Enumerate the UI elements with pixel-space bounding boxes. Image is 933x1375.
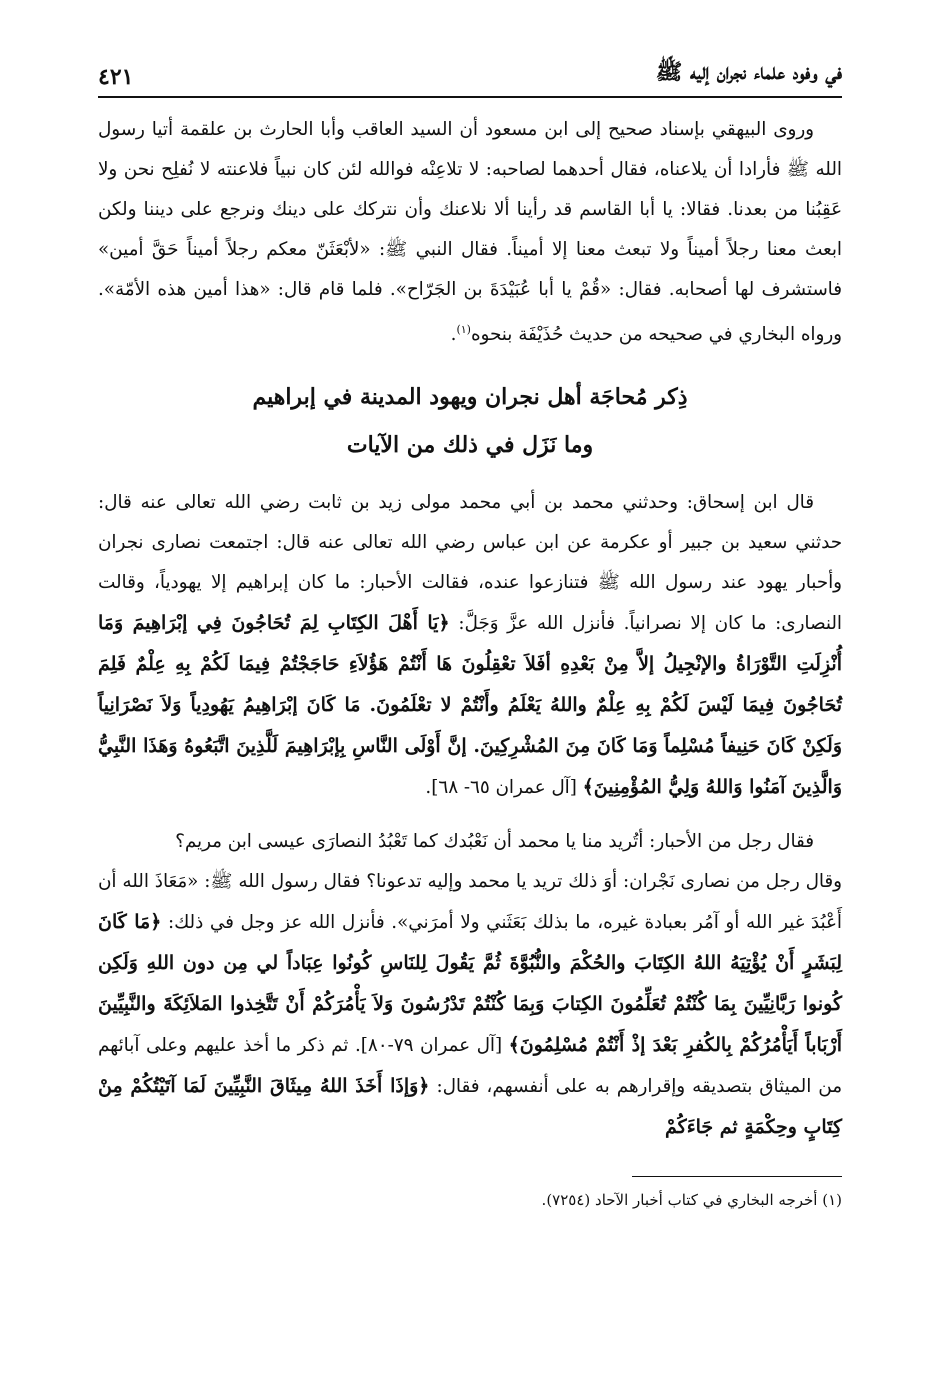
verse-citation: [آل عمران ٦٥- ٦٨]. — [425, 777, 577, 799]
section-heading — [98, 373, 842, 469]
quran-verse: ﴿وَإذَا أَخَذَ اللهُ مِيثَاقَ النَّبِيِّينَ لَمَا آتَيْتُكُمْ مِنْ كِتَابٍ وحِكْمَةٍ ثم جَاءَكُمْ — [98, 1075, 842, 1139]
quran-verse: ﴿مَا كَانَ لِبَشَرٍ أَنْ يُؤْتِيَهُ اللهُ الكِتَابَ والحُكْمَ والنُّبُوَّةَ ثُمَّ يَقُولَ لِلنَاسِ كُونُوا عِبَاداً لي مِن دون اللهِ وَلَكِن كُونوا رَبَّانِيِّينَ بِمَا كُنْتُمْ تُعَلِّمُونَ الكِتابَ وَبِمَا كُنْتُمْ تَدْرُسُونَ وَلاَ يَأْمُرَكُمْ أَنْ تَتَّخِذوا المَلاَئِكَةَ والنَّبِيِّينَ أَرْبَاباً أَيَأْمُرُكُمْ بِالكُفرِ بَعْدَ إذْ أَنْتُمْ مُسْلِمُونَ﴾ — [98, 911, 843, 1057]
footnote: (١) أخرجه البخاري في كتاب أخبار الآحاد (٧٢٥٤). — [541, 1191, 842, 1210]
section-heading-line-1: ذِكر مُحاجَة أهل نجران ويهود المدينة في إبراهيم — [252, 384, 688, 411]
paragraph-ibn-ishaq — [98, 483, 842, 808]
paragraph-text: فقال رجل من الأحبار: أتُريد منا يا محمد أن نَعْبُدك كما تَعْبُدُ النصارَى عيسى ابن مريم؟ — [175, 831, 814, 853]
footnote-divider — [632, 1176, 842, 1177]
quran-verse: ﴿يَا أَهْلَ الكِتَابِ لِمَ تُحَاجُونَ فِي إبْرَاهِيمَ وَمَا أُنْزِلَتِ التَّوْرَاةُ والإنْجِيلُ إلاَّ مِنْ بَعْدِهِ أفَلاَ تعْقِلُونَ هَا أَنْتُمْ هَؤُلاَءِ حَاجَجْتُمْ فِيمَا لَكُمْ بِهِ عِلْمٌ فَلِمَ تُحَاجُونَ فِيمَا لَيْسَ لَكُمْ بِهِ عِلْمٌ واللهُ يَعْلَمُ وأَنْتُمْ لا تعْلَمُونَ. مَا كَانَ إبْرَاهِيمُ يَهُودِياً وَلاَ نَصْرَانِياً وَلَكِنْ كَانَ حَنِيفاً مُسْلِماً وَمَا كَانَ مِنَ المُشْرِكِينَ. إنَّ أَوْلَى النَّاسِ بِإبْرَاهِيمَ لَلَّذِينَ اتَّبَعُوهُ وَهَذَا النَّبِيُّ وَالَّذِينَ آمَنُوا وَاللهُ وَلِيُّ المُؤْمِنِينَ﴾ — [98, 612, 842, 799]
paragraph-text: وقال رجل من نصارى نَجْران: أوَ ذلك تريد يا محمد وإليه تدعونا؟ فقال رسول الله ﷺ: «مَعَاذَ الله أن أَعْبُدَ غير الله أو آمُر بعبادة غيره، ما بذلك بَعَثَني ولا أمرَني». فأنزل الله عز وجل في ذلك: — [98, 871, 842, 934]
page — [98, 50, 842, 1215]
paragraph-ahbar — [98, 822, 842, 862]
footnote-reference: (١) — [456, 323, 471, 336]
page-number: ٤٢١ — [98, 64, 134, 90]
header-title: في وفود علماء نجران إليه ﷺ — [655, 59, 842, 85]
paragraph-text: وروى البيهقي بإسناد صحيح إلى ابن مسعود أن السيد العاقب وأبا الحارث بن علقمة أتيا رسول الله ﷺ فأرادا أن يلاعناه، فقال أحدهما لصاحبه: لا تلاعِنْه فوالله لئن كان نبياً فلاعنته لا نُفلِح نحن ولا عَقِبُنا من بعدنا. فقالا: يا أبا القاسم قد رأينا ألا نلاعنك وأن نتركك على دينك ونرجع على ديننا ولكن ابعث معنا رجلاً أميناً ولا تبعث معنا إلا أميناً. فقال النبي ﷺ: «لأبْعَثَنّ معكم رجلاً أميناً حَقَّ أمين» فاستشرف لها أصحابه. فقال: «قُمْ يا أبا عُبَيْدَةَ بن الجَرّاح». فلما قام قال: «هذا أمين هذه الأمّة». ورواه البخاري في صحيحه من حديث حُذَيْفَة بنحوه — [98, 119, 842, 346]
paragraph-nasara — [98, 862, 842, 1148]
paragraph-text: ثم ذكر ما أخذ عليهم وعلى آبائهم من الميثاق بتصديقه وإقرارهم به على أنفسهم، فقال: — [98, 1035, 843, 1098]
verse-citation: [آل عمران ٧٩-٨٠]. — [354, 1035, 503, 1057]
paragraph-text: قال ابن إسحاق: وحدثني محمد بن أبي محمد مولى زيد بن ثابت رضي الله تعالى عنه قال: حدثني سعيد بن جبير أو عكرمة عن ابن عباس رضي الله تعالى عنه قال: اجتمعت نصارى نجران وأحبار يهود عند رسول الله ﷺ فتنازعوا عنده، فقالت الأحبار: ما كان إبراهيم إلا يهودياً، وقالت النصارى: ما كان إلا نصرانياً. فأنزل الله عزَّ وَجَلَّ: — [98, 492, 842, 635]
running-header — [98, 50, 842, 98]
section-heading-line-2: وما نَزَل في ذلك من الآيات — [346, 432, 594, 459]
paragraph-bayhaqi: وروى البيهقي بإسناد صحيح إلى ابن مسعود أن السيد العاقب وأبا الحارث بن علقمة أتيا رسول الله ﷺ فأرادا أن يلاعناه، فقال أحدهما لصاحبه: لا تلاعِنْه فوالله لئن كان نبياً فلاعنته لا نُفلِح نحن ولا عَقِبُنا من بعدنا. فقالا: يا أبا القاسم قد رأينا ألا نلاعنك وأن نتركك على دينك ونرجع على ديننا ولكن ابعث معنا رجلاً أميناً ولا تبعث معنا إلا أميناً. فقال النبي ﷺ: «لأبْعَثَنّ معكم رجلاً أميناً حَقَّ أمين» فاستشرف لها أصحابه. فقال: «قُمْ يا أبا عُبَيْدَةَ بن الجَرّاح». فلما قام قال: «هذا أمين هذه الأمّة». ورواه البخاري في صحيحه من حديث حُذَيْفَة بنحوه$^{(١)}$. — [98, 119, 842, 346]
